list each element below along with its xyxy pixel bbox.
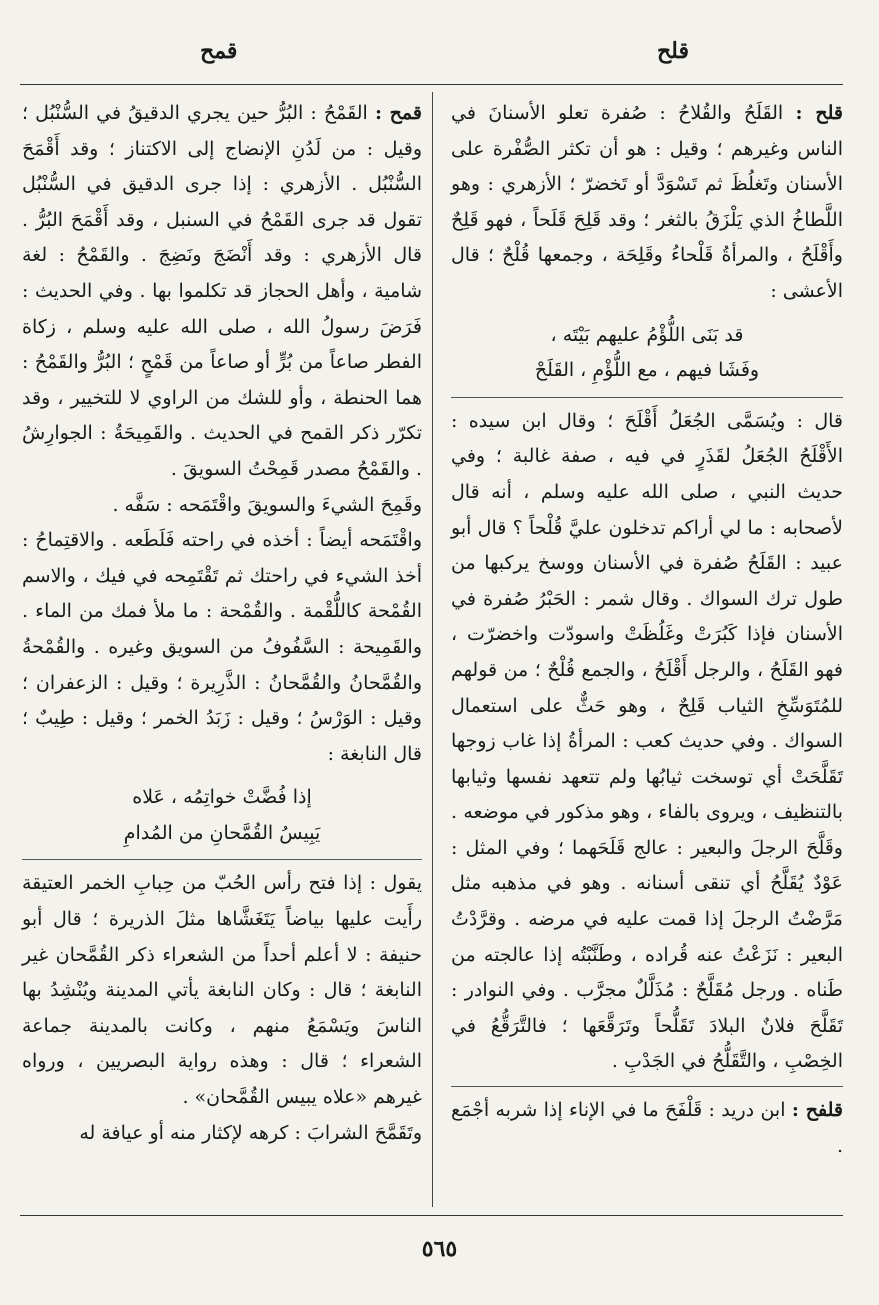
running-head-left: قمح: [200, 38, 238, 64]
left-column: [22, 96, 422, 1151]
page-number: ٥٦٥: [421, 1236, 458, 1262]
entry-qamh-para4: يقول : إذا فتح رأس الحُبّ من حِبابِ الخمر العتيقة رأَيت عليها بياضاً يَتَغَشَّاها مثلَ الذريرة ؛ قال أبو حنيفة : لا أعلم أحداً من الشعراء ذكر القُمَّحان غير النابغة ؛ قال : وكان النابغة يأتي المدينة ويُنْشِدُ بها الناسَ ويَسْمَعُ منهم ، وكانت بالمدينة جماعة الشعراء ؛ قال : وهذه رواية البصريين ، ورواه غيرهم «علاه يبيس القُمَّحان» .: [22, 872, 422, 1109]
headword-qamh: قمح :: [374, 102, 422, 124]
entry-separator: [22, 859, 422, 860]
page-header: [0, 38, 879, 78]
headword-qalfah: قلفح :: [791, 1099, 843, 1122]
column-divider: [432, 92, 433, 1207]
entry-qalfah: [451, 1093, 843, 1164]
right-column: [451, 96, 843, 1164]
entry-separator: [451, 397, 843, 398]
entry-qalah-text: القَلَحُ والقُلاحُ : صُفرة تعلو الأسنانَ في الناس وغيرهم ؛ وقيل : هو أن تكثر الصُّفْرة على الأسنان وتَغلُظَ ثم تَسْوَدَّ أو تَخضرّ ؛ الأزهري : وهو اللَّطاخُ الذي يَلْزَقُ بالثغر ؛ وقد قَلِحَ قَلَحاً ، فهو قَلِحٌ وأَقْلَحُ ، والمرأةُ قَلْحاءُ وقَلِحَة ، وجمعها قُلْحٌ ؛ قال الأعشى :: [451, 102, 843, 302]
entry-qamh-para3: واقْتَمَحه أيضاً : أخذه في راحته فَلَطَعه . والاقتِماحُ : أخذ الشيء في راحتك ثم تَقْتَمِحه في فيك ، والاسم القُمْحة كاللُّقْمة . والقُمْحة : ما ملأ فمك من الماء . والقَمِيحة : السَّفُوفُ من السويق وغيره . والقُمْحةُ والقُمَّحانُ والقُمَّحانُ : الذَّرِيرة ؛ وقيل : الزعفران ؛ وقيل : الوَرْسُ ؛ وقيل : زَبَدُ الخمر ؛ وقيل : طِيبٌ ؛ قال النابغة :: [22, 529, 422, 765]
entry-qalah: [451, 96, 843, 310]
entry-qamh: [22, 96, 422, 488]
entry-qamh-para2: وقَمِحَ الشيءَ والسويقَ واقْتَمَحه : سَفَّه .: [112, 493, 422, 516]
verse-line-2: يَبِيسُ القُمَّحانِ من المُدامِ: [123, 821, 321, 844]
entry-qamh-para5: وتَقَمَّحَ الشرابَ : كرهه لإكثار منه أو عيافة له: [79, 1121, 422, 1144]
verse-line-1: إذا فُضَّتْ خواتِمُه ، عَلاه: [132, 786, 312, 809]
entry-separator: [451, 1086, 843, 1087]
headword-qalah: قلح :: [795, 102, 844, 124]
entry-qalah-continued: قال : ويُسَمَّى الجُعَلُ أَقْلَحَ ؛ وقال ابن سيده : الأَقْلَحُ الجُعَلُ لقَذَرٍ في فيه ، صفة غالبة ؛ وفي حديث النبي ، صلى الله عليه وسلم ، أنه قال لأصحابه : ما لي أراكم تدخلون عليَّ قُلْحاً ؟ قال أبو عبيد : القَلَحُ صُفرة في الأسنان ووسخ يركبها من طول ترك السواك . وقال شمر : الحَبْرُ صُفرة في الأسنان فإذا كَبُرَتْ وغَلُظَتْ واسودّت واخضرّت ، فهو القَلَحُ ، والرجل أَقْلَحُ ، والجمع قُلْحٌ ؛ من قولهم للمُتَوَسِّخِ الثياب قَلِحٌ ، وهو حَثٌّ على استعمال السواك . وفي حديث كعب : المرأةُ إذا غاب زوجها تَقَلَّحَتْ أي توسخت ثيابُها ولم تتعهد نفسها وثيابها بالتنظيف ، ويروى بالفاء ، وهو مذكور في موضعه . وقَلَّحَ الرجلَ والبعير : عالج قَلَحَهما ؛ وفي المثل : عَوْدٌ يُقَلَّحُ أي تنقى أسنانه . وهو في مذهبه مثل مَرَّضْتُ الرجلَ إذا قمت عليه في مرضه . وقرَّدْتُ البعير : نَزَعْتُ عنه قُراده ، وطَنَّبْتُه إذا عالجته من طَناه . ورجل مُقَلَّحٌ : مُذَلَّلٌ مجرَّب . وفي النوادر : تَقَلَّحَ فلانٌ البلادَ تَقَلُّحاً وتَرَقَّعَها ؛ فالتَّرَقُّعُ في الخِصْبِ ، والتَّقَلُّحُ في الجَدْبِ .: [451, 409, 843, 1073]
top-rule: [20, 84, 843, 85]
bottom-rule: [20, 1215, 843, 1216]
verse-block-asha: [451, 318, 843, 389]
verse-line-2: وفَشَا فيهم ، مع اللُّؤْمِ ، القَلَحْ: [534, 359, 760, 382]
running-head-right: قلح: [656, 38, 689, 64]
entry-qalfah-text: ابن دريد : قَلْفَحَ ما في الإناء إذا شربه أجْمَع .: [451, 1099, 843, 1157]
verse-block-nabigha: [22, 780, 422, 851]
verse-line-1: قد بَنَى اللُّؤْمُ عليهم بَيْتَه ،: [550, 323, 744, 346]
entry-qamh-text: القَمْحُ : البُرُّ حين يجري الدقيقُ في السُّنْبُل ؛ وقيل : من لَدُنِ الإنضاج إلى الاكتناز ؛ وقد أَقْمَحَ السُّنْبُل . الأزهري : إذا جرى الدقيق في السُّنْبُل تقول قد جرى القَمْحُ في السنبل ، وقد أَقْمَحَ البُرُّ . قال الأزهري : وقد أَنْضَجَ ونَضِجَ . والقَمْحُ : لغة شامية ، وأهل الحجاز قد تكلموا بها . وفي الحديث : فَرَضَ رسولُ الله ، صلى الله عليه وسلم ، زكاة الفطر صاعاً من بُرٍّ أو صاعاً من قَمْحٍ ؛ البُرُّ والقَمْحُ : هما الحنطة ، وأو للشك من الراوي لا للتخيير ، وقد تكرّر ذكر القمح في الحديث . والقَمِيحَةُ : الجوارِشُ . والقَمْحُ مصدر قَمِحْتُ السويقَ .: [22, 102, 422, 480]
